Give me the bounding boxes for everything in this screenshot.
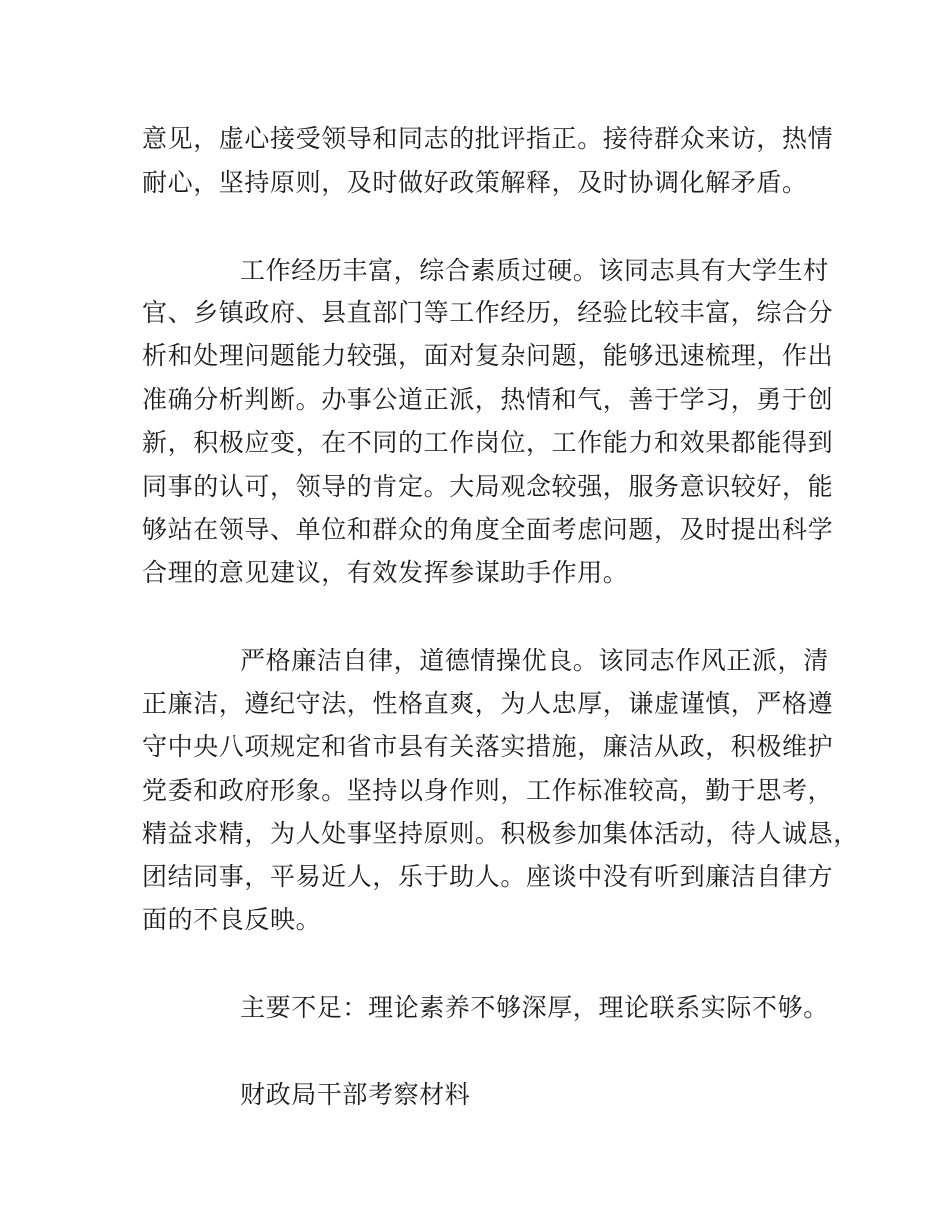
paragraph-2-line-5: 新，积极应变，在不同的工作岗位，工作能力和效果都能得到 xyxy=(142,428,834,457)
paragraph-2-line-7: 够站在领导、单位和群众的角度全面考虑问题，及时提出科学 xyxy=(142,515,834,544)
paragraph-3-line-4: 党委和政府形象。坚持以身作则，工作标准较高，勤于思考， xyxy=(142,776,834,805)
paragraph-2-line-1: 工作经历丰富，综合素质过硬。该同志具有大学生村 xyxy=(240,256,829,285)
paragraph-2-line-3: 析和处理问题能力较强，面对复杂问题，能够迅速梳理，作出 xyxy=(142,341,834,370)
paragraph-2-line-4: 准确分析判断。办事公道正派，热情和气，善于学习，勇于创 xyxy=(142,385,834,414)
paragraph-2-line-2: 官、乡镇政府、县直部门等工作经历，经验比较丰富，综合分 xyxy=(142,298,834,327)
paragraph-3-line-7: 面的不良反映。 xyxy=(142,905,322,934)
paragraph-3-line-2: 正廉洁，遵纪守法，性格直爽，为人忠厚，谦虚谨慎，严格遵 xyxy=(142,689,834,718)
paragraph-3-line-6: 团结同事，平易近人，乐于助人。座谈中没有听到廉洁自律方 xyxy=(142,862,834,891)
paragraph-3-line-1: 严格廉洁自律，道德情操优良。该同志作风正派，清 xyxy=(240,646,829,675)
paragraph-1-line-2: 耐心，坚持原则，及时做好政策解释，及时协调化解矛盾。 xyxy=(142,168,808,197)
shortcomings-text: 主要不足：理论素养不够深厚，理论联系实际不够。 xyxy=(240,993,829,1022)
paragraph-3-line-5: 精益求精，为人处事坚持原则。积极参加集体活动，待人诚恳， xyxy=(142,819,859,848)
paragraph-2-line-6: 同事的认可，领导的肯定。大局观念较强，服务意识较好，能 xyxy=(142,472,834,501)
section-heading: 财政局干部考察材料 xyxy=(240,1080,471,1109)
paragraph-3-line-3: 守中央八项规定和省市县有关落实措施，廉洁从政，积极维护 xyxy=(142,732,834,761)
paragraph-2-line-8: 合理的意见建议，有效发挥参谋助手作用。 xyxy=(142,558,629,587)
paragraph-1-line-1: 意见，虚心接受领导和同志的批评指正。接待群众来访，热情 xyxy=(142,124,834,153)
